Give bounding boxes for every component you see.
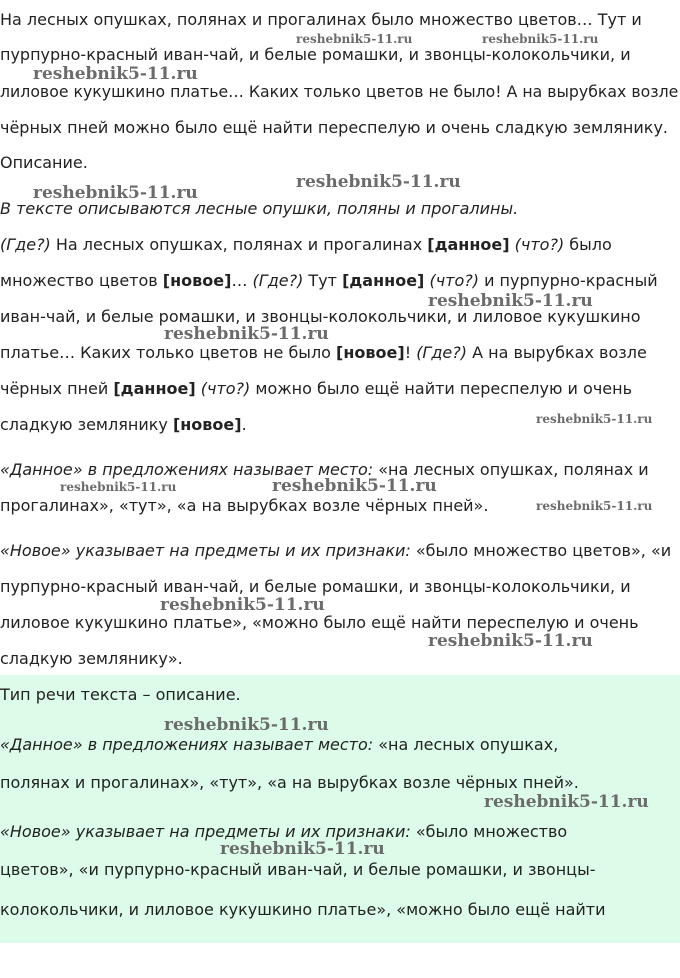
analysis-line-5	[0, 379, 632, 399]
new-tag: [новое]	[162, 271, 232, 290]
analysis-line-3: иван-чай, и белые ромашки, и звонцы-колокольчики, и лиловое кукушкино	[0, 307, 641, 326]
new-line-4: сладкую землянику».	[0, 649, 183, 668]
answer-given-line-1	[0, 735, 558, 755]
new-lead: «Новое» указывает на предметы и их признаки:	[0, 541, 411, 560]
analysis-text: платье… Каких только цветов не было	[0, 343, 337, 362]
watermark: reshebnik5-11.ru	[33, 64, 198, 84]
watermark: reshebnik5-11.ru	[33, 183, 198, 203]
question: (Где?)	[416, 343, 467, 362]
given-tag: [данное]	[427, 235, 510, 254]
analysis-line-6	[0, 415, 247, 435]
answer-type-line: Тип речи текста – описание.	[0, 685, 241, 704]
answer-new-line-2: цветов», «и пурпурно-красный иван-чай, и белые ромашки, и звонцы-	[0, 860, 596, 879]
watermark: reshebnik5-11.ru	[272, 476, 437, 496]
watermark: reshebnik5-11.ru	[160, 595, 325, 615]
question: (что?)	[424, 271, 479, 290]
analysis-line-2	[0, 271, 658, 291]
analysis-text: множество цветов	[0, 271, 163, 290]
watermark: reshebnik5-11.ru	[296, 32, 413, 46]
watermark: reshebnik5-11.ru	[428, 631, 593, 651]
watermark: reshebnik5-11.ru	[428, 291, 593, 311]
watermark: reshebnik5-11.ru	[164, 715, 329, 735]
watermark: reshebnik5-11.ru	[536, 499, 653, 513]
question: (что?)	[509, 235, 565, 254]
analysis-text: Тут	[303, 271, 343, 290]
question: (что?)	[195, 379, 251, 398]
text-line-3: лиловое кукушкино платье… Каких только цветов не было! А на вырубках возле	[0, 82, 679, 101]
watermark: reshebnik5-11.ru	[484, 792, 649, 812]
analysis-text: сладкую землянику	[0, 415, 173, 434]
analysis-text: .	[241, 415, 247, 434]
new-tag: [новое]	[172, 415, 242, 434]
new-line-2: пурпурно-красный иван-чай, и белые ромашки, и звонцы-колокольчики, и	[0, 577, 631, 596]
new-text: «было множество цветов», «и	[410, 541, 672, 560]
analysis-text: !	[404, 343, 417, 362]
text-line-1: На лесных опушках, полянах и прогалинах было множество цветов… Тут и	[0, 10, 642, 29]
analysis-line-1	[0, 235, 612, 255]
watermark: reshebnik5-11.ru	[164, 324, 329, 344]
watermark: reshebnik5-11.ru	[482, 32, 599, 46]
analysis-line-4	[0, 343, 647, 363]
given-tag: [данное]	[113, 379, 196, 398]
question: (Где?)	[252, 271, 304, 290]
watermark: reshebnik5-11.ru	[296, 172, 461, 192]
watermark: reshebnik5-11.ru	[220, 839, 385, 859]
answer-new-lead: «Новое» указывает на предметы и их признаки:	[0, 822, 411, 841]
analysis-text: было	[564, 235, 612, 254]
answer-given-text: «на лесных опушках,	[373, 735, 559, 754]
given-lead: «Данное» в предложениях называет место:	[0, 460, 374, 479]
given-tag: [данное]	[342, 271, 425, 290]
answer-new-line-3: колокольчики, и лиловое кукушкино платье», «можно было ещё найти	[0, 900, 606, 919]
given-text: «на лесных опушках, полянах и	[373, 460, 649, 479]
answer-given-line-2: полянах и прогалинах», «тут», «а на вырубках возле чёрных пней».	[0, 773, 579, 792]
question: (Где?)	[0, 235, 51, 254]
text-line-4: чёрных пней можно было ещё найти переспелую и очень сладкую землянику.	[0, 118, 669, 137]
watermark: reshebnik5-11.ru	[536, 412, 653, 426]
description-label: Описание.	[0, 153, 88, 172]
watermark: reshebnik5-11.ru	[60, 480, 177, 494]
new-tag: [новое]	[336, 343, 405, 362]
analysis-text: и пурпурно-красный	[478, 271, 658, 290]
theme-sentence: В тексте описываются лесные опушки, поляны и прогалины.	[0, 199, 519, 218]
text-line-2: пурпурно-красный иван-чай, и белые ромашки, и звонцы-колокольчики, и	[0, 45, 631, 64]
analysis-text: На лесных опушках, полянах и прогалинах	[50, 235, 428, 254]
analysis-text: А на вырубках возле	[466, 343, 647, 362]
answer-new-text: «было множество	[410, 822, 568, 841]
analysis-text: чёрных пней	[0, 379, 114, 398]
answer-given-lead: «Данное» в предложениях называет место:	[0, 735, 374, 754]
new-line-3: лиловое кукушкино платье», «можно было ещё найти переспелую и очень	[0, 613, 639, 632]
analysis-text: …	[231, 271, 253, 290]
given-line-2: прогалинах», «тут», «а на вырубках возле чёрных пней».	[0, 496, 489, 515]
new-line-1	[0, 541, 671, 561]
analysis-text: можно было ещё найти переспелую и очень	[250, 379, 633, 398]
page-bottom-mask	[0, 943, 680, 978]
